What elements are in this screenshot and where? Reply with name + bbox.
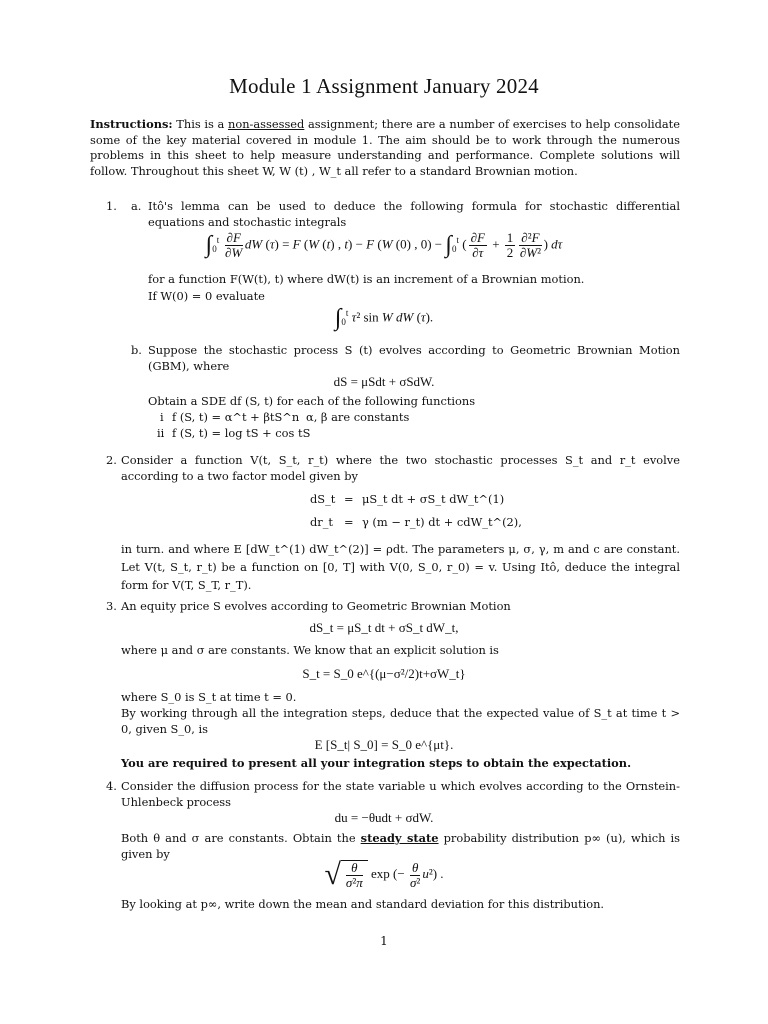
q3-where: where μ and σ are constants. We know that an explicit solution is — [121, 643, 499, 657]
q2-eq2-rhs: γ (m − r_t) dt + cdW_t^(2), — [362, 515, 522, 529]
q2-after: in turn. and where E [dW_t^(1) dW_t^(2)] = ρdt. The parameters μ, σ, γ, m and c are constant. Let V(t, S_t, r_t) be a function on [0, T] with V(0, S_0, r_0) = v. Using Itô, deduce the integral form for V(T, S_T, r_T). — [121, 542, 680, 592]
q3-by: By working through all the integration steps, deduce that the expected value of S_t at time t > 0, given S_0, is — [121, 706, 680, 736]
q1-number: 1. — [106, 199, 117, 213]
instructions-text-post: assignment; there are a number of exercises to help consolidate some of the key material covered in module 1. The aim should be to work through the numerous problems in this sheet to help measure understanding and performance. Complete solutions will follow. Throughout this sheet W, W (t) , W_t all refer to a standard Brownian motion. — [90, 117, 681, 178]
non-assessed-text: non-assessed — [228, 117, 305, 131]
q3-explicit-solution: S_t = S_0 e^{(μ−σ²/2)t+σW_t} — [302, 666, 466, 681]
steady-state-distribution: √ $\frac{\theta}{\text{σ²π}}$ exp (− $\frac{\theta}{\text{σ²}}$ u²) . — [324, 858, 444, 891]
ito-integral-formula: $\int_0^t$ $\frac{\partial F}{\partial W}$ dW (τ) = F (W (t) , t) − F (W (0) , $0) - \int_0^t$ ( $\frac{\partial F}{\partial\tau}$ + $\frac{1}{2}$ $\frac{\text{∂²F}}{\text{∂W²}}$ ) dτ — [205, 230, 563, 260]
q1a-text: Itô's lemma can be used to deduce the following formula for stochastic differential equations and stochastic integrals — [148, 199, 680, 229]
q1a-label: a. — [131, 199, 142, 213]
q3-text: An equity price S evolves according to Geometric Brownian Motion — [121, 599, 511, 613]
q1b-i-note: α, β are constants — [306, 410, 410, 424]
gbm-equation: dS = μSdt + σSdW. — [333, 374, 435, 389]
q1b-i-label: i — [160, 410, 164, 424]
instructions-label: Instructions: — [90, 117, 173, 131]
q4-last: By looking at p∞, write down the mean and standard deviation for this distribution. — [121, 897, 605, 911]
q4-text: Consider the diffusion process for the state variable u which evolves according to the Ornstein-Uhlenbeck process — [121, 779, 680, 809]
q1b-ii-label: ii — [157, 426, 165, 440]
q3-gbm-equation: dS_t = μS_t dt + σS_t dW_t, — [309, 620, 459, 635]
q2-eq1-equals: = — [344, 492, 354, 506]
q4-number: 4. — [106, 779, 117, 793]
q1b-ii-formula: f (S, t) = log tS + cos tS — [172, 426, 311, 440]
q1b-i-formula: f (S, t) = α^t + βtS^n — [172, 410, 300, 424]
q2-text: Consider a function V(t, S_t, r_t) where the two stochastic processes S_t and r_t evolve according to a two factor model given by — [121, 453, 680, 483]
steady-state-text: steady state — [360, 831, 439, 845]
instructions — [90, 117, 680, 179]
q1a-integral: $\int_0^t$ τ² sin W dW (τ). — [334, 305, 434, 331]
q2-eq1-lhs: dS_t — [310, 492, 336, 506]
q3-expectation: E [S_t| S_0] = S_0 e^{μt}. — [314, 737, 454, 752]
q4-both-post: probability distribution p∞ (u), which is given by — [121, 831, 681, 861]
ou-equation: du = −θudt + σdW. — [334, 810, 434, 825]
page-number: 1 — [380, 934, 388, 948]
q1b-label: b. — [131, 343, 142, 357]
q1b-text: Suppose the stochastic process S (t) evolves according to Geometric Brownian Motion (GBM), where — [148, 343, 680, 373]
q1a-after: for a function F(W(t), t) where dW(t) is an increment of a Brownian motion. — [148, 272, 585, 286]
q2-eq2-equals: = — [344, 515, 354, 529]
instructions-text-pre: This is a — [172, 117, 229, 131]
q3-requirement: You are required to present all your integration steps to obtain the expectation. — [121, 756, 632, 770]
page-title: Module 1 Assignment January 2024 — [229, 74, 539, 98]
q2-eq2-lhs: dr_t — [310, 515, 334, 529]
q1b-obtain: Obtain a SDE df (S, t) for each of the following functions — [148, 394, 476, 408]
q1a-if: If W(0) = 0 evaluate — [148, 289, 265, 303]
q3-number: 3. — [106, 599, 117, 613]
q2-number: 2. — [106, 453, 117, 467]
q2-eq1-rhs: μS_t dt + σS_t dW_t^(1) — [362, 492, 505, 506]
q3-s0: where S_0 is S_t at time t = 0. — [121, 690, 297, 704]
q4-both-pre: Both θ and σ are constants. Obtain the — [121, 831, 361, 845]
